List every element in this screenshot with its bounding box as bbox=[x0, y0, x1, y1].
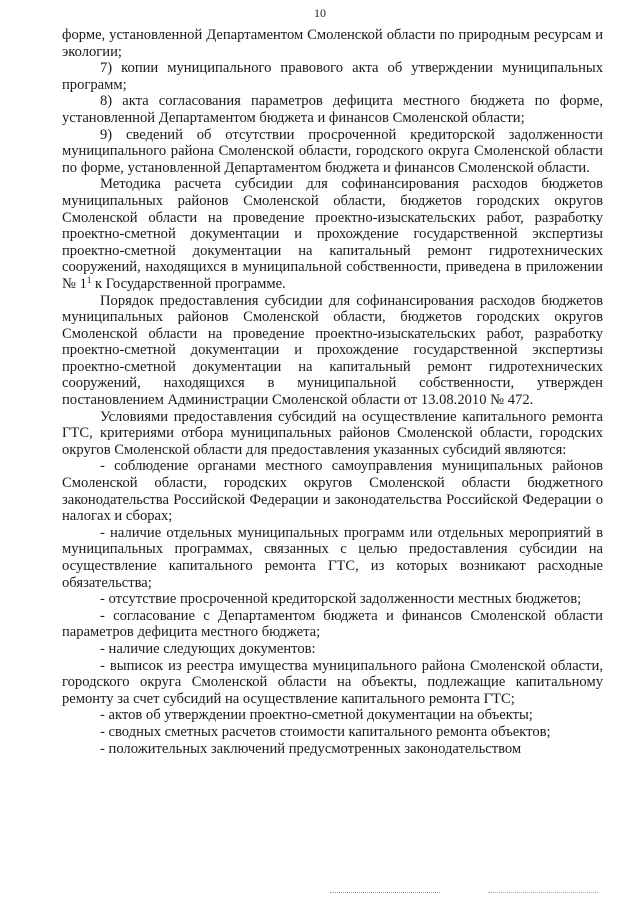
condition-item: - отсутствие просроченной кредиторской задолженности местных бюджетов; bbox=[100, 591, 582, 608]
paragraph-conditions: Условиями предоставления субсидий на осуществление капитального ремонта ГТС, критериями отбора муниципальных районов Смоленской области, городских округов Смоленской области для предоставления указанных субсидий являются: bbox=[62, 408, 603, 458]
condition-item: - сводных сметных расчетов стоимости капитального ремонта объектов; bbox=[100, 723, 551, 740]
scan-artifact-line bbox=[330, 892, 440, 893]
condition-item: - актов об утверждении проектно-сметной документации на объекты; bbox=[100, 707, 533, 724]
methodology-text: Методика расчета субсидии для софинансирования расходов бюджетов муниципальных районов Смоленской области, бюджетов городских округов Смоленской области на проведение проектно-изыскательских работ, разработку проектно-сметной документации и прохождение государственной экспертизы проектно-сметной документации на капитальный ремонт гидротехнических сооружений, находящихся в муниципальной собственности, приведена в приложении № 1 bbox=[62, 176, 603, 292]
paragraph-procedure: Порядок предоставления субсидии для софинансирования расходов бюджетов муниципальных районов Смоленской области, бюджетов городских округов Смоленской области на проведение проектно-изыскательских работ, разработку проектно-сметной документации и прохождение государственной экспертизы проектно-сметной документации на капитальный ремонт гидротехнических сооружений, находящихся в муниципальной собственности, утвержден постановлением Администрации Смоленской области от 13.08.2010 № 472. bbox=[62, 292, 603, 409]
paragraph-continuation: форме, установленной Департаментом Смоленской области по природным ресурсам и экологии; bbox=[62, 27, 603, 60]
condition-item: - наличие следующих документов: bbox=[100, 640, 316, 657]
paragraph-methodology bbox=[62, 176, 603, 292]
condition-item: - соблюдение органами местного самоуправления муниципальных районов Смоленской области, городских округов Смоленской области бюджетного законодательства Российской Федерации и законодательства Российской Федерации о налогах и сборах; bbox=[62, 458, 603, 525]
condition-item: - наличие отдельных муниципальных программ или отдельных мероприятий в муниципальных программах, связанных с целью предоставления субсидии на осуществление капитального ремонта ГТС, из которых возникают расходные обязательства; bbox=[62, 524, 603, 591]
document-body bbox=[62, 27, 603, 757]
methodology-text-end: к Государственной программе. bbox=[91, 275, 286, 292]
condition-item: - положительных заключений предусмотренных законодательством bbox=[100, 740, 522, 757]
list-item-9: 9) сведений об отсутствии просроченной кредиторской задолженности муниципального района Смоленской области, городского округа Смоленской области по форме, установленной Департаментом бюджета и финансов Смоленской области. bbox=[62, 126, 603, 176]
page-number: 10 bbox=[314, 6, 326, 20]
list-item-7: 7) копии муниципального правового акта об утверждении муниципальных программ; bbox=[62, 60, 603, 93]
list-item-8: 8) акта согласования параметров дефицита местного бюджета по форме, установленной Департаментом бюджета и финансов Смоленской области; bbox=[62, 93, 603, 126]
condition-item: - согласование с Департаментом бюджета и финансов Смоленской области параметров дефицита местного бюджета; bbox=[62, 607, 603, 641]
scan-artifact-line bbox=[488, 892, 598, 893]
condition-item: - выписок из реестра имущества муниципального района Смоленской области, городского округа Смоленской области на объекты, подлежащие капитальному ремонту за счет субсидий на осуществление капитального ремонта ГТС; bbox=[62, 657, 603, 707]
appendix-superscript: 1 bbox=[86, 274, 92, 285]
